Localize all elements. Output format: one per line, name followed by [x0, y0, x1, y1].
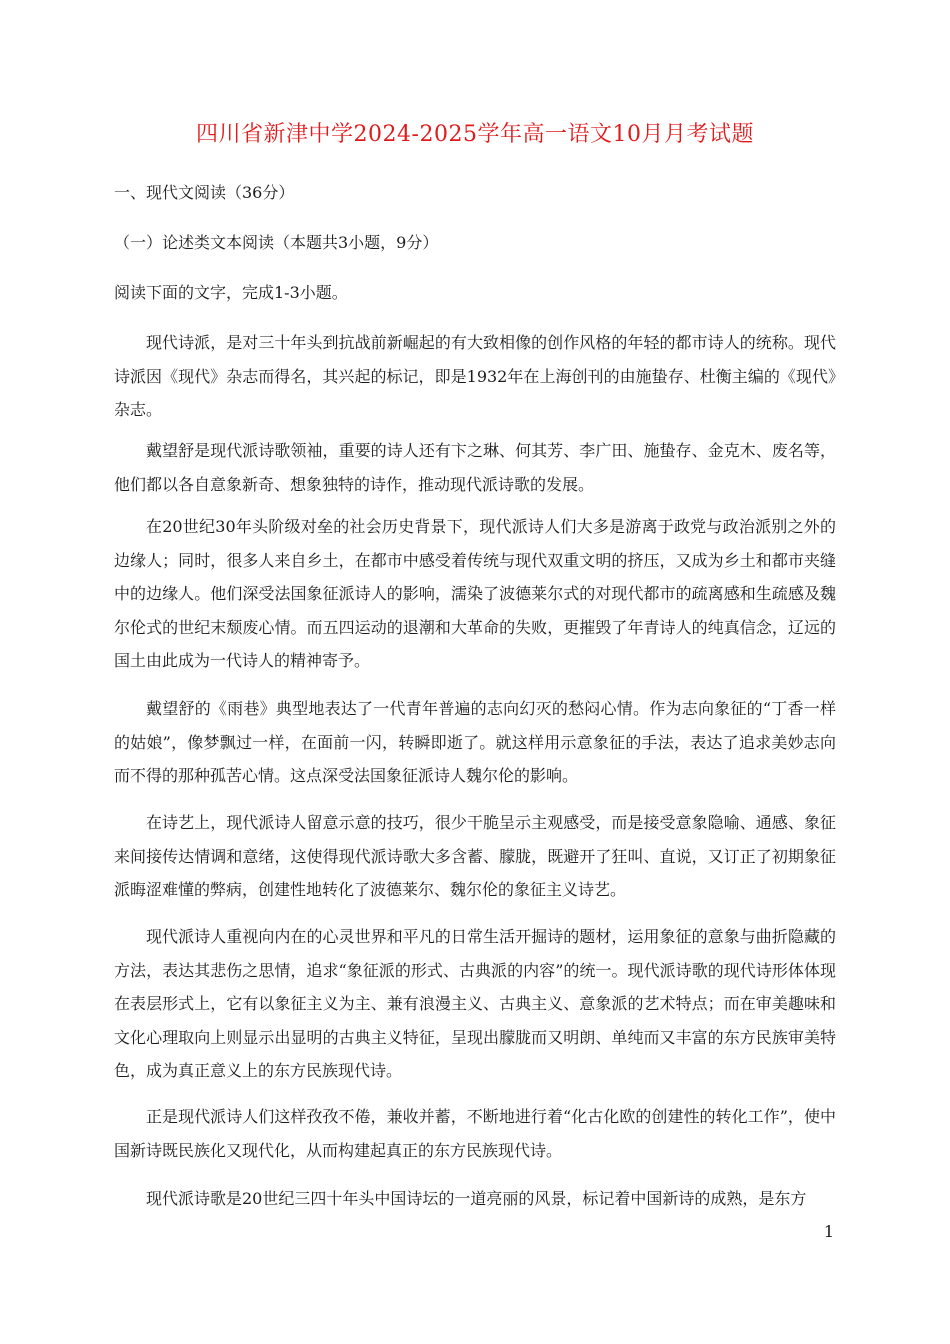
- section-heading: 一、现代文阅读（36分）: [114, 183, 295, 202]
- subsection-heading: （一）论述类文本阅读（本题共3小题，9分）: [114, 233, 439, 252]
- paragraph-4: 戴望舒的《雨巷》典型地表达了一代青年普遍的志向幻灭的愁闷心情。作为志向象征的“丁香一样的姑娘”，像梦飘过一样，在面前一闪，转瞬即逝了。就这样用示意象征的手法，表达了追求美妙志向而不得的那种孤苦心情。这点深受法国象征派诗人魏尔伦的影响。: [114, 699, 836, 786]
- paragraph-7: 正是现代派诗人们这样孜孜不倦，兼收并蓄，不断地进行着“化古化欧的创建性的转化工作”，使中国新诗既民族化又现代化，从而构建起真正的东方民族现代诗。: [114, 1107, 836, 1160]
- reading-instruction: 阅读下面的文字，完成1-3小题。: [114, 283, 348, 302]
- paragraph-5: 在诗艺上，现代派诗人留意示意的技巧，很少干脆呈示主观感受，而是接受意象隐喻、通感、象征来间接传达情调和意绪，这使得现代派诗歌大多含蓄、朦胧，既避开了狂叫、直说，又订正了初期象征派晦涩难懂的弊病，创建性地转化了波德莱尔、魏尔伦的象征主义诗艺。: [114, 813, 836, 900]
- paragraph-3: 在20世纪30年头阶级对垒的社会历史背景下，现代派诗人们大多是游离于政党与政治派别之外的边缘人；同时，很多人来自乡土，在都市中感受着传统与现代双重文明的挤压，又成为乡土和都市夹缝中的边缘人。他们深受法国象征派诗人的影响，濡染了波德莱尔式的对现代都市的疏离感和生疏感及魏尔伦式的世纪末颓废心情。而五四运动的退潮和大革命的失败，更摧毁了年青诗人的纯真信念，辽远的国土由此成为一代诗人的精神寄予。: [114, 517, 836, 671]
- paragraph-8: 现代派诗歌是20世纪三四十年头中国诗坛的一道亮丽的风景，标记着中国新诗的成熟，是东方: [146, 1189, 807, 1208]
- page-number: 1: [823, 1222, 834, 1241]
- paragraph-1: 现代诗派，是对三十年头到抗战前新崛起的有大致相像的创作风格的年轻的都市诗人的统称。现代诗派因《现代》杂志而得名，其兴起的标记，即是1932年在上海创刊的由施蛰存、杜衡主编的《现代》杂志。: [114, 333, 836, 420]
- paragraph-6: 现代派诗人重视向内在的心灵世界和平凡的日常生活开掘诗的题材，运用象征的意象与曲折隐藏的方法，表达其悲伤之思情，追求“象征派的形式、古典派的内容”的统一。现代派诗歌的现代诗形体体现在表层形式上，它有以象征主义为主、兼有浪漫主义、古典主义、意象派的艺术特点；而在审美趣味和文化心理取向上则显示出显明的古典主义特征，呈现出朦胧而又明朗、单纯而又丰富的东方民族审美特色，成为真正意义上的东方民族现代诗。: [114, 927, 836, 1081]
- paragraph-2: 戴望舒是现代派诗歌领袖，重要的诗人还有卞之琳、何其芳、李广田、施蛰存、金克木、废名等，他们都以各自意象新奇、想象独特的诗作，推动现代派诗歌的发展。: [114, 441, 836, 494]
- page-title: 四川省新津中学2024-2025学年高一语文10月月考试题: [196, 122, 754, 147]
